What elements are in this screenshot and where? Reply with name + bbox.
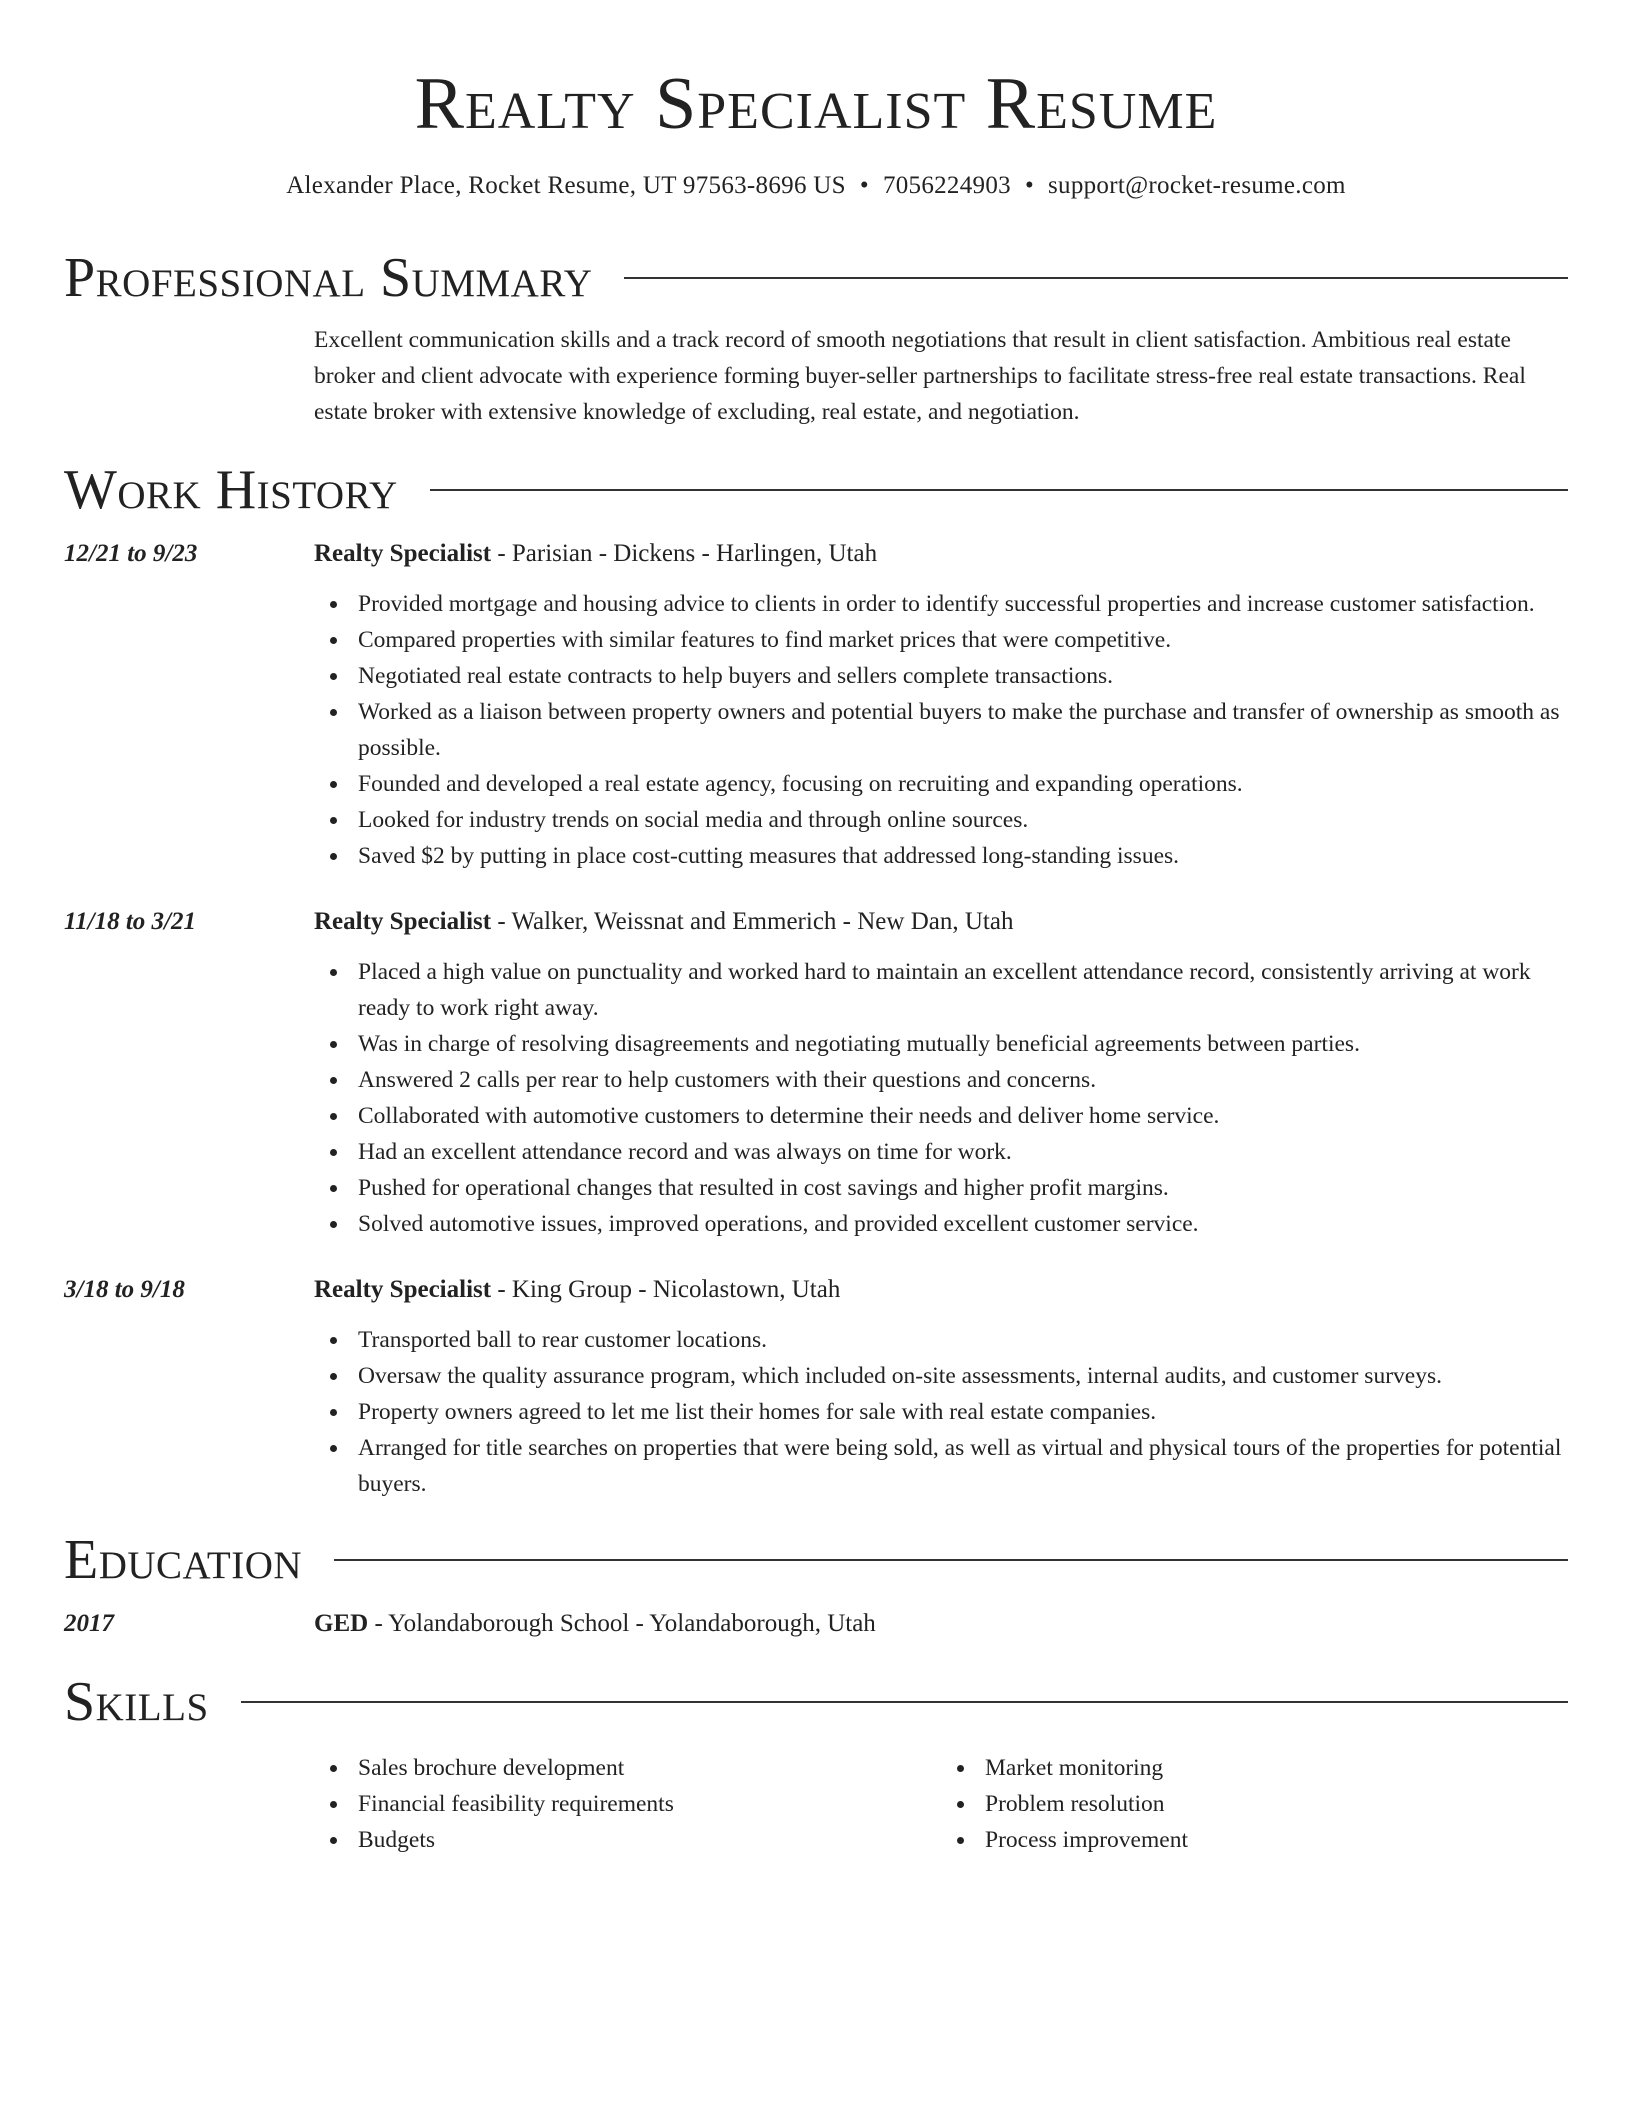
skills-column-1 [314, 1750, 941, 1858]
contact-separator: • [859, 172, 869, 199]
job-dates: 3/18 to 9/18 [64, 1276, 185, 1303]
job-duty: Looked for industry trends on social media and through online sources. [358, 802, 1568, 838]
contact-separator: • [1024, 172, 1034, 199]
job-duty: Negotiated real estate contracts to help buyers and sellers complete transactions. [358, 658, 1568, 694]
section-divider [241, 1701, 1568, 1703]
job-duty: Arranged for title searches on properties that were being sold, as well as virtual and physical tours of the properties for potential buyers. [358, 1430, 1568, 1502]
education-heading-line [314, 1606, 1568, 1642]
skills-list [314, 1750, 1568, 1858]
job-entry [64, 904, 1568, 1242]
contact-address: Alexander Place, Rocket Resume, UT 97563-8696 US [286, 172, 846, 199]
job-entry [64, 1272, 1568, 1502]
job-heading [314, 536, 1568, 572]
skill-item: Problem resolution [985, 1786, 1568, 1822]
education-entry [64, 1606, 1568, 1642]
job-title: Realty Specialist [314, 1276, 492, 1303]
education-school-location: - Yolandaborough School - Yolandaborough, Utah [368, 1610, 876, 1637]
section-divider [624, 277, 1568, 279]
resume-title: Realty Specialist Resume [414, 63, 1218, 145]
job-duty: Pushed for operational changes that resulted in cost savings and higher profit margins. [358, 1170, 1568, 1206]
job-list [64, 536, 1568, 1502]
job-duty: Founded and developed a real estate agency, focusing on recruiting and expanding operations. [358, 766, 1568, 802]
job-company-location: - Parisian - Dickens - Harlingen, Utah [491, 540, 878, 567]
education-heading: Education [64, 1529, 303, 1591]
job-duty: Answered 2 calls per rear to help customers with their questions and concerns. [358, 1062, 1568, 1098]
job-title: Realty Specialist [314, 540, 492, 567]
job-duty: Had an excellent attendance record and was always on time for work. [358, 1134, 1568, 1170]
contact-email: support@rocket-resume.com [1048, 172, 1346, 199]
job-duty: Placed a high value on punctuality and worked hard to maintain an excellent attendance record, consistently arriving at work ready to work right away. [358, 954, 1568, 1026]
skills-section-header [64, 1670, 1568, 1734]
job-duty: Worked as a liaison between property owners and potential buyers to make the purchase and transfer of ownership as smooth as possible. [358, 694, 1568, 766]
job-heading [314, 1272, 1568, 1308]
job-duty: Collaborated with automotive customers to determine their needs and deliver home service. [358, 1098, 1568, 1134]
work-history-section-header [64, 458, 1568, 522]
job-duties [314, 1322, 1568, 1502]
job-company-location: - Walker, Weissnat and Emmerich - New Dan, Utah [491, 908, 1014, 935]
skill-item: Process improvement [985, 1822, 1568, 1858]
contact-phone: 7056224903 [882, 172, 1011, 199]
job-company-location: - King Group - Nicolastown, Utah [491, 1276, 841, 1303]
job-duty: Transported ball to rear customer locations. [358, 1322, 1568, 1358]
education-degree: GED [314, 1610, 369, 1637]
education-section-header [64, 1528, 1568, 1592]
summary-text: Excellent communication skills and a track record of smooth negotiations that result in client satisfaction. Ambitious real estate broker and client advocate with experience forming buyer-seller partnerships to facilitate stress-free real estate transactions. Real estate broker with extensive knowledge of excluding, real estate, and negotiation. [314, 327, 1526, 425]
section-divider [430, 489, 1568, 491]
job-duty: Solved automotive issues, improved operations, and provided excellent customer service. [358, 1206, 1568, 1242]
job-duty: Provided mortgage and housing advice to clients in order to identify successful properties and increase customer satisfaction. [358, 586, 1568, 622]
job-dates: 11/18 to 3/21 [64, 908, 196, 935]
skill-item: Market monitoring [985, 1750, 1568, 1786]
work-history-heading: Work History [64, 459, 398, 521]
job-duties [314, 586, 1568, 874]
skill-item: Budgets [358, 1822, 941, 1858]
resume-page [64, 0, 1568, 1858]
summary-section-header [64, 246, 1568, 310]
contact-line [64, 170, 1568, 202]
job-duty: Was in charge of resolving disagreements and negotiating mutually beneficial agreements between parties. [358, 1026, 1568, 1062]
skills-column-2 [941, 1750, 1568, 1858]
section-divider [334, 1559, 1568, 1561]
job-duty: Oversaw the quality assurance program, which included on-site assessments, internal audits, and customer surveys. [358, 1358, 1568, 1394]
summary-heading: Professional Summary [64, 247, 593, 309]
skills-heading: Skills [64, 1671, 209, 1733]
job-duty: Saved $2 by putting in place cost-cutting measures that addressed long-standing issues. [358, 838, 1568, 874]
skill-item: Financial feasibility requirements [358, 1786, 941, 1822]
job-duty: Property owners agreed to let me list their homes for sale with real estate companies. [358, 1394, 1568, 1430]
job-duty: Compared properties with similar features to find market prices that were competitive. [358, 622, 1568, 658]
job-heading [314, 904, 1568, 940]
education-year: 2017 [64, 1610, 114, 1637]
job-entry [64, 536, 1568, 874]
job-dates: 12/21 to 9/23 [64, 540, 198, 567]
job-duties [314, 954, 1568, 1242]
job-title: Realty Specialist [314, 908, 492, 935]
skill-item: Sales brochure development [358, 1750, 941, 1786]
